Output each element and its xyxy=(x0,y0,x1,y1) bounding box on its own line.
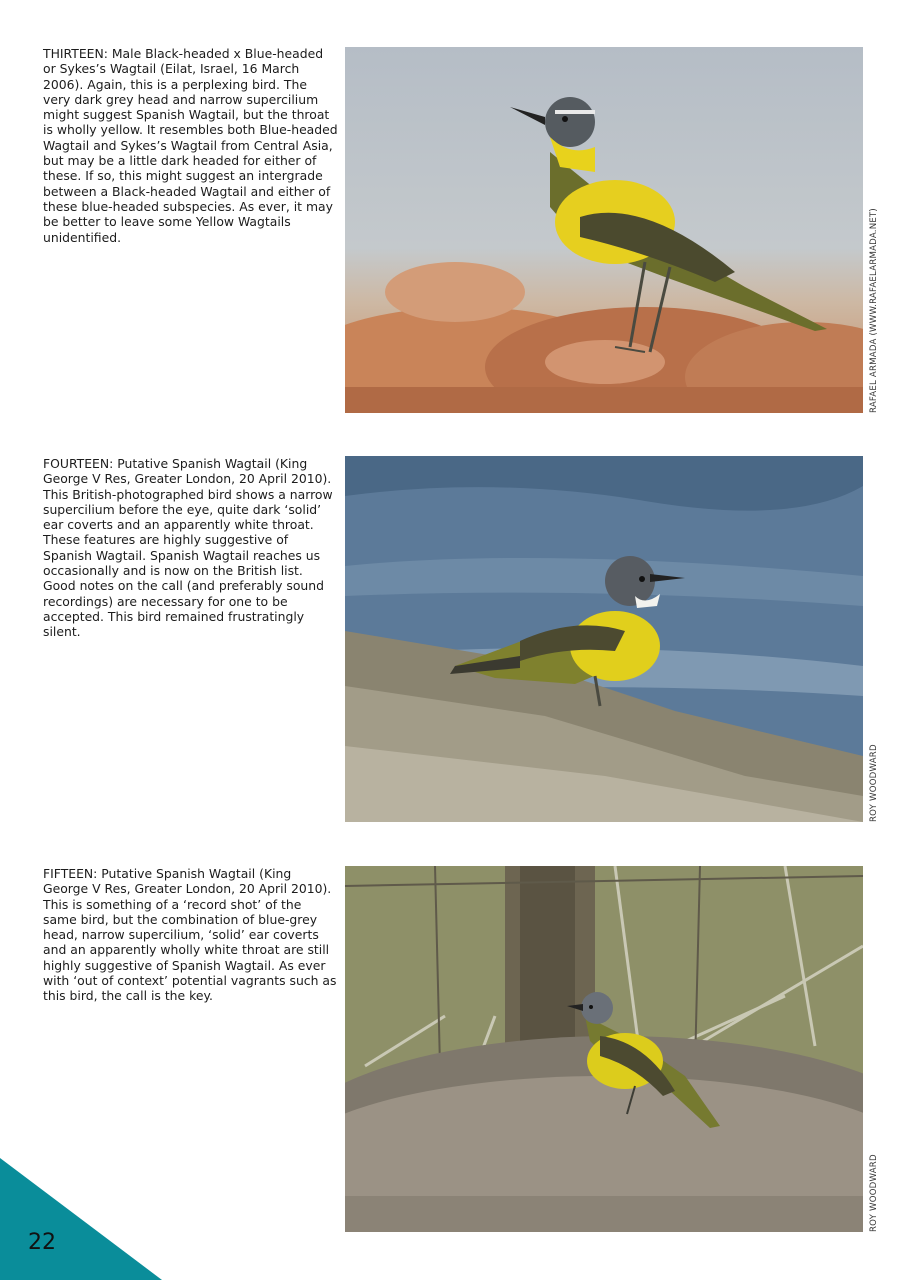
page-number: 22 xyxy=(28,1230,56,1255)
photo-fourteen-wagtail xyxy=(345,456,863,822)
photo-credit-thirteen: RAFAEL ARMADA (WWW.RAFAELARMADA.NET) xyxy=(869,208,879,413)
photo-credit-fourteen: ROY WOODWARD xyxy=(869,744,879,822)
photo-fifteen-wagtail xyxy=(345,866,863,1232)
caption-thirteen: THIRTEEN: Male Black-headed x Blue-headed or Sykes’s Wagtail (Eilat, Israel, 16 March 2006). Again, this is a perplexing bird. The very dark grey head and narrow supercilium might suggest Spanish Wagtail, but the throat is wholly yellow. It resembles both Blue-headed Wagtail and Sykes’s Wagtail from Central Asia, but may be a little dark headed for either of these. If so, this might suggest an intergrade between a Black-headed Wagtail and either of these blue-headed subspecies. As ever, it may be better to leave some Yellow Wagtails unidentified. xyxy=(43,46,338,245)
page-corner-triangle xyxy=(0,1158,162,1280)
caption-fourteen: FOURTEEN: Putative Spanish Wagtail (King George V Res, Greater London, 20 April 2010). This British-photographed bird shows a narrow supercilium before the eye, quite dark ‘solid’ ear coverts and an apparently white throat. These features are highly suggestive of Spanish Wagtail. Spanish Wagtail reaches us occasionally and is now on the British list. Good notes on the call (and preferably sound recordings) are necessary for one to be accepted. This bird remained frustratingly silent. xyxy=(43,456,333,640)
photo-thirteen-wagtail xyxy=(345,47,863,413)
caption-fifteen: FIFTEEN: Putative Spanish Wagtail (King George V Res, Greater London, 20 April 2010). This is something of a ‘record shot’ of the same bird, but the combination of blue-grey head, narrow supercilium, ‘solid’ ear coverts and an apparently wholly white throat are still highly suggestive of Spanish Wagtail. As ever with ‘out of context’ potential vagrants such as this bird, the call is the key. xyxy=(43,866,337,1004)
photo-credit-fifteen: ROY WOODWARD xyxy=(869,1154,879,1232)
